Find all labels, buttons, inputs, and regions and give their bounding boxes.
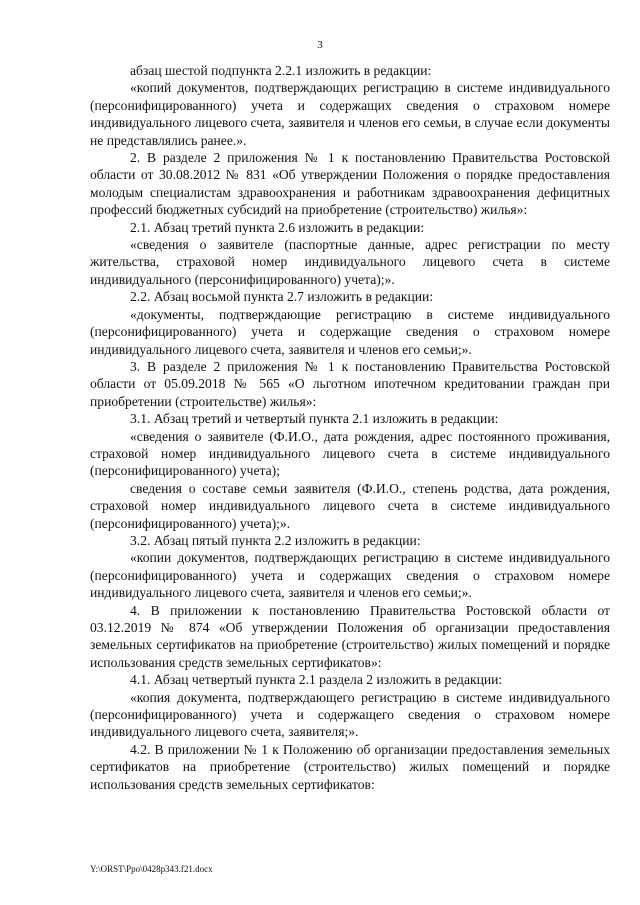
paragraph: «документы, подтверждающие регистрацию в системе индивидуального (персонифицированного) учета и содержащие сведения о страховом номере индивидуального лицевого счета, заявителя и членов его семьи;».	[90, 306, 610, 357]
paragraph: абзац шестой подпункта 2.2.1 изложить в редакции:	[130, 63, 432, 78]
paragraph: «копия документа, подтверждающего регистрацию в системе индивидуального (персонифицированного) учета и содержащего сведения о страховом номере индивидуального лицевого счета, заявителя;».	[90, 689, 610, 740]
document-body	[90, 62, 610, 793]
paragraph: «копий документов, подтверждающих регистрацию в системе индивидуального (персонифицированного) учета и содержащих сведения о страховом номере индивидуального лицевого счета, заявителя и членов его семьи, в случае если документы не представлялись ранее.».	[90, 80, 610, 148]
paragraph: 4. В приложении к постановлению Правительства Ростовской области от 03.12.2019 № 874 «Об утверждении Положения об организации предоставления земельных сертификатов на приобретение (строительство) жилых помещений и порядке использования средств земельных сертификатов»:	[90, 602, 610, 670]
file-path-footer: Y:\ORST\Ppo\0428p343.f21.docx	[90, 864, 213, 874]
page-number: 3	[317, 39, 323, 51]
paragraph: «сведения о заявителе (паспортные данные, адрес регистрации по месту жительства, страховой номер индивидуального лицевого счета в системе индивидуального (персонифицированного) учета);».	[90, 237, 610, 287]
paragraph: сведения о составе семьи заявителя (Ф.И.О., степень родства, дата рождения, страховой номер индивидуального лицевого счета в системе индивидуального (персонифицированного) учета);».	[90, 480, 610, 531]
paragraph: «копии документов, подтверждающих регистрацию в системе индивидуального (персонифицированного) учета и содержащих сведения о страховом номере индивидуального лицевого счета, заявителя и членов его семьи;».	[90, 550, 610, 601]
paragraph: «сведения о заявителе (Ф.И.О., дата рождения, адрес постоянного проживания, страховой номер индивидуального лицевого счета в системе индивидуального (персонифицированного) учета);	[90, 428, 610, 479]
paragraph: 2. В разделе 2 приложения № 1 к постановлению Правительства Ростовской области от 30.08.2012 № 831 «Об утверждении Положения о порядке предоставления молодым специалистам здравоохранения и работникам здравоохранения дефицитных профессий бюджетных субсидий на приобретение (строительство) жилья»:	[90, 150, 610, 218]
paragraph: 3. В разделе 2 приложения № 1 к постановлению Правительства Ростовской области от 05.09.2018 № 565 «О льготном ипотечном кредитовании граждан при приобретении (строительстве) жилья»:	[90, 358, 610, 409]
paragraph: 2.2. Абзац восьмой пункта 2.7 изложить в редакции:	[130, 289, 434, 305]
paragraph: 2.1. Абзац третий пункта 2.6 изложить в редакции:	[130, 219, 425, 235]
paragraph: 3.1. Абзац третий и четвертый пункта 2.1 изложить в редакции:	[130, 411, 499, 427]
paragraph: 4.2. В приложении № 1 к Положению об организации предоставления земельных сертификатов на приобретение (строительство) жилых помещений и порядке использования средств земельных сертификатов:	[90, 741, 610, 792]
paragraph: 4.1. Абзац четвертый пункта 2.1 раздела 2 изложить в редакции:	[130, 672, 503, 688]
paragraph: 3.2. Абзац пятый пункта 2.2 изложить в редакции:	[130, 532, 421, 548]
